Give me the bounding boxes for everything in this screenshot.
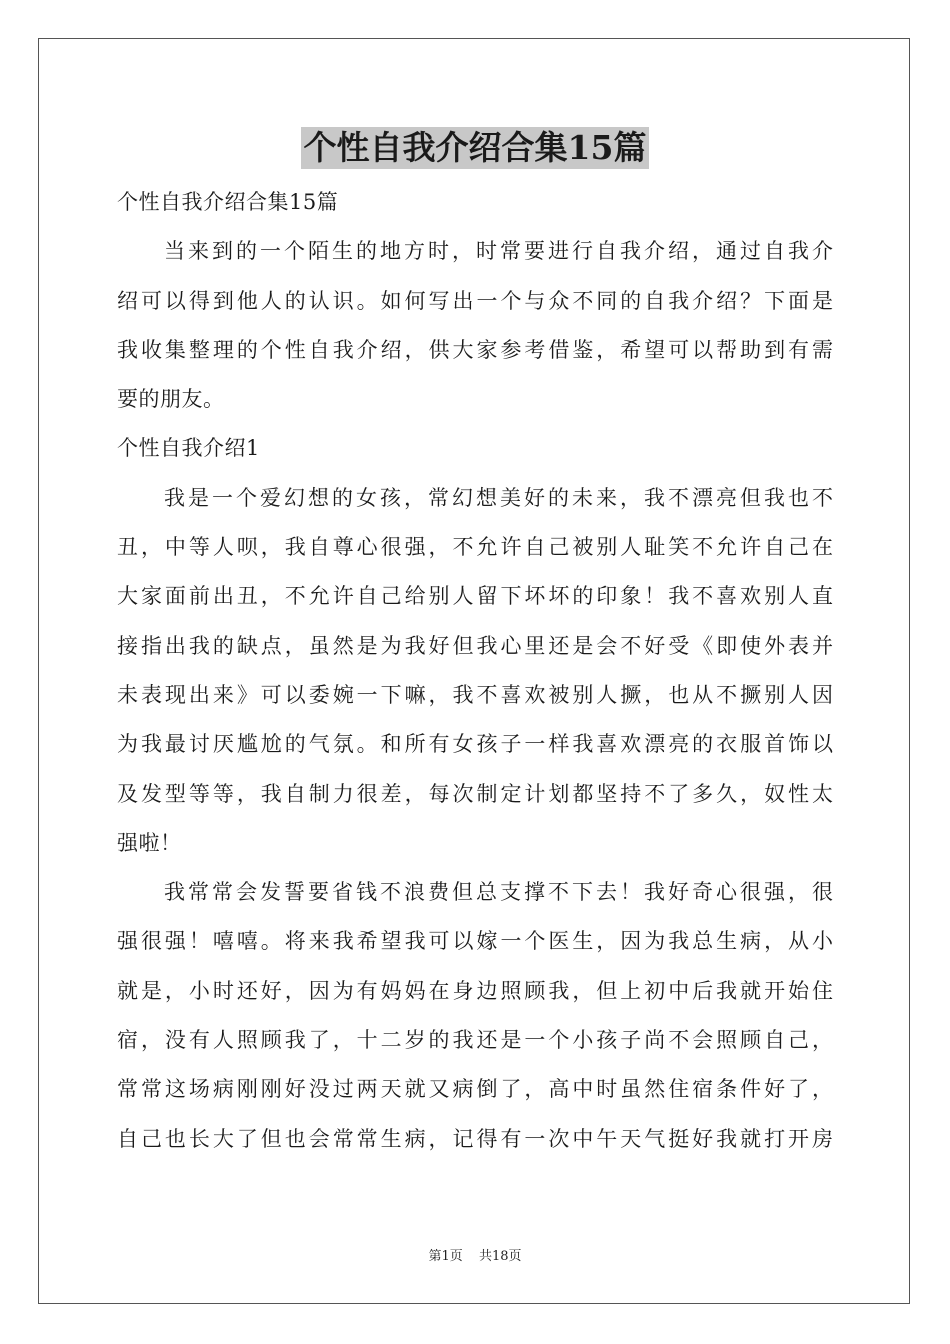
paragraph-line: 我是一个爱幻想的女孩，常幻想美好的未来，我不漂亮但我也不 [164, 485, 833, 510]
intro-line: 我收集整理的个性自我介绍，供大家参考借鉴，希望可以帮助到有需 [117, 337, 833, 362]
subtitle: 个性自我介绍合集15篇 [117, 190, 339, 214]
intro-line: 当来到的一个陌生的地方时，时常要进行自我介绍，通过自我介 [164, 239, 833, 264]
document-body [117, 178, 833, 1164]
page-number: 第1页 [428, 1249, 463, 1264]
paragraph-line: 宿，没有人照顾我了，十二岁的我还是一个小孩子尚不会照顾自己， [117, 1028, 833, 1053]
paragraph-line: 丑，中等人呗，我自尊心很强，不允许自己被别人耻笑不允许自己在 [117, 535, 833, 560]
paragraph-line: 自己也长大了但也会常常生病，记得有一次中午天气挺好我就打开房 [117, 1126, 833, 1151]
paragraph-line: 强很强！嘻嘻。将来我希望我可以嫁一个医生，因为我总生病，从小 [117, 929, 833, 954]
paragraph-line: 接指出我的缺点，虽然是为我好但我心里还是会不好受《即使外表并 [117, 633, 833, 658]
page-footer [0, 1245, 950, 1264]
paragraph-line: 及发型等等，我自制力很差，每次制定计划都坚持不了多久，奴性太 [117, 781, 833, 806]
paragraph-line: 强啦！ [117, 830, 182, 855]
paragraph-line: 我常常会发誓要省钱不浪费但总支撑不下去！我好奇心很强，很 [164, 880, 833, 905]
paragraph-line: 为我最讨厌尴尬的气氛。和所有女孩子一样我喜欢漂亮的衣服首饰以 [117, 732, 833, 757]
paragraph-line: 大家面前出丑，不允许自己给别人留下坏坏的印象！我不喜欢别人直 [117, 584, 833, 609]
paragraph-line: 就是，小时还好，因为有妈妈在身边照顾我，但上初中后我就开始住 [117, 978, 833, 1003]
document-title: 个性自我介绍合集15篇 [301, 127, 650, 169]
section-heading: 个性自我介绍1 [117, 436, 260, 461]
title-wrap [0, 127, 950, 169]
intro-line: 要的朋友。 [117, 387, 225, 412]
page-total: 共18页 [478, 1249, 522, 1264]
paragraph-line: 未表现出来》可以委婉一下嘛，我不喜欢被别人撅，也从不撅别人因 [117, 682, 833, 707]
paragraph-line: 常常这场病刚刚好没过两天就又病倒了，高中时虽然住宿条件好了， [117, 1077, 833, 1102]
intro-line: 绍可以得到他人的认识。如何写出一个与众不同的自我介绍？下面是 [117, 288, 833, 313]
